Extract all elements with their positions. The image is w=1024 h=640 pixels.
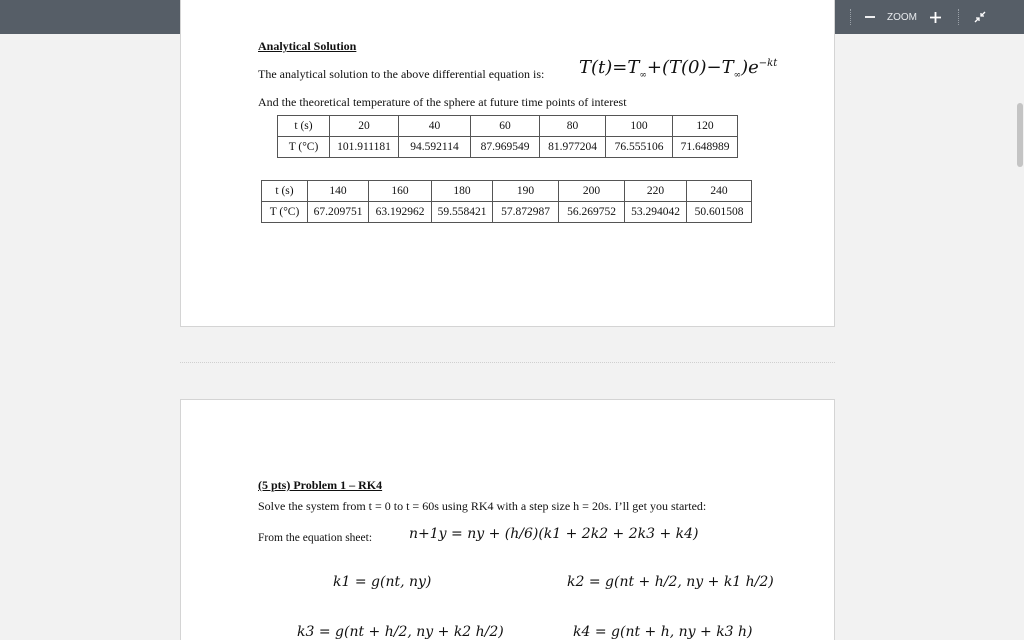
table-cell: 180 [432,181,493,202]
table-cell: 57.872987 [493,202,559,223]
table-cell: 190 [493,181,559,202]
page-separator [180,362,835,363]
table-row [262,202,752,223]
minus-icon [865,12,875,22]
scrollbar-thumb[interactable] [1017,103,1023,167]
analytical-intro-text: The analytical solution to the above differential equation is: [258,67,545,81]
table-row-header: T (°C) [278,137,330,158]
table-cell: 200 [559,181,625,202]
k3-equation: k3 = g(nt + h/2, ny + k2 h/2) [297,624,504,640]
toolbar-divider [850,9,851,25]
table-cell: 87.969549 [471,137,540,158]
document-page-1 [180,0,835,327]
zoom-label: ZOOM [887,11,917,23]
zoom-out-button[interactable] [862,0,878,34]
table-cell: 160 [369,181,432,202]
collapse-icon [974,11,986,23]
plus-icon [930,12,941,23]
table-cell: 56.269752 [559,202,625,223]
document-page-2 [180,399,835,640]
table-cell: 80 [540,116,606,137]
problem-text: Solve the system from t = 0 to t = 60s using RK4 with a step size h = 20s. I’ll get you started: [258,499,707,513]
rk4-update-equation: n+1y = ny + (h/6)(k1 + 2k2 + 2k3 + k4) [409,526,699,542]
table-cell: 40 [399,116,471,137]
table-cell: 59.558421 [432,202,493,223]
section-heading: Analytical Solution [258,39,357,53]
table-cell: 63.192962 [369,202,432,223]
k4-equation: k4 = g(nt + h, ny + k3 h) [573,624,753,640]
table-cell: 101.911181 [330,137,399,158]
table-row-header: T (°C) [262,202,308,223]
table-row-header: t (s) [278,116,330,137]
table-cell: 100 [606,116,673,137]
temperature-table-1 [277,115,738,158]
k2-equation: k2 = g(nt + h/2, ny + k1 h/2) [567,574,774,590]
table-cell: 81.977204 [540,137,606,158]
table-cell: 220 [625,181,687,202]
table-cell: 94.592114 [399,137,471,158]
analytical-equation: $T(t)=T_\infty+(T(0)-T_\infty)e^{-kt}$ [579,57,778,81]
table-row [262,181,752,202]
table-cell: 20 [330,116,399,137]
table-cell: 50.601508 [687,202,752,223]
table-cell: 60 [471,116,540,137]
table-cell: 76.555106 [606,137,673,158]
table-row [278,116,738,137]
table-cell: 140 [308,181,369,202]
exit-fullscreen-button[interactable] [970,0,990,34]
table-cell: 71.648989 [673,137,738,158]
zoom-in-button[interactable] [926,0,944,34]
temperature-table-2 [261,180,752,223]
table-row [278,137,738,158]
table-cell: 240 [687,181,752,202]
table-cell: 120 [673,116,738,137]
table-cell: 67.209751 [308,202,369,223]
equation-sheet-label: From the equation sheet: [258,532,373,544]
toolbar-divider [958,9,959,25]
theory-text: And the theoretical temperature of the sphere at future time points of interest [258,95,627,109]
table-cell: 53.294042 [625,202,687,223]
table-row-header: t (s) [262,181,308,202]
k1-equation: k1 = g(nt, ny) [333,574,432,590]
problem-title: (5 pts) Problem 1 – RK4 [258,478,383,492]
